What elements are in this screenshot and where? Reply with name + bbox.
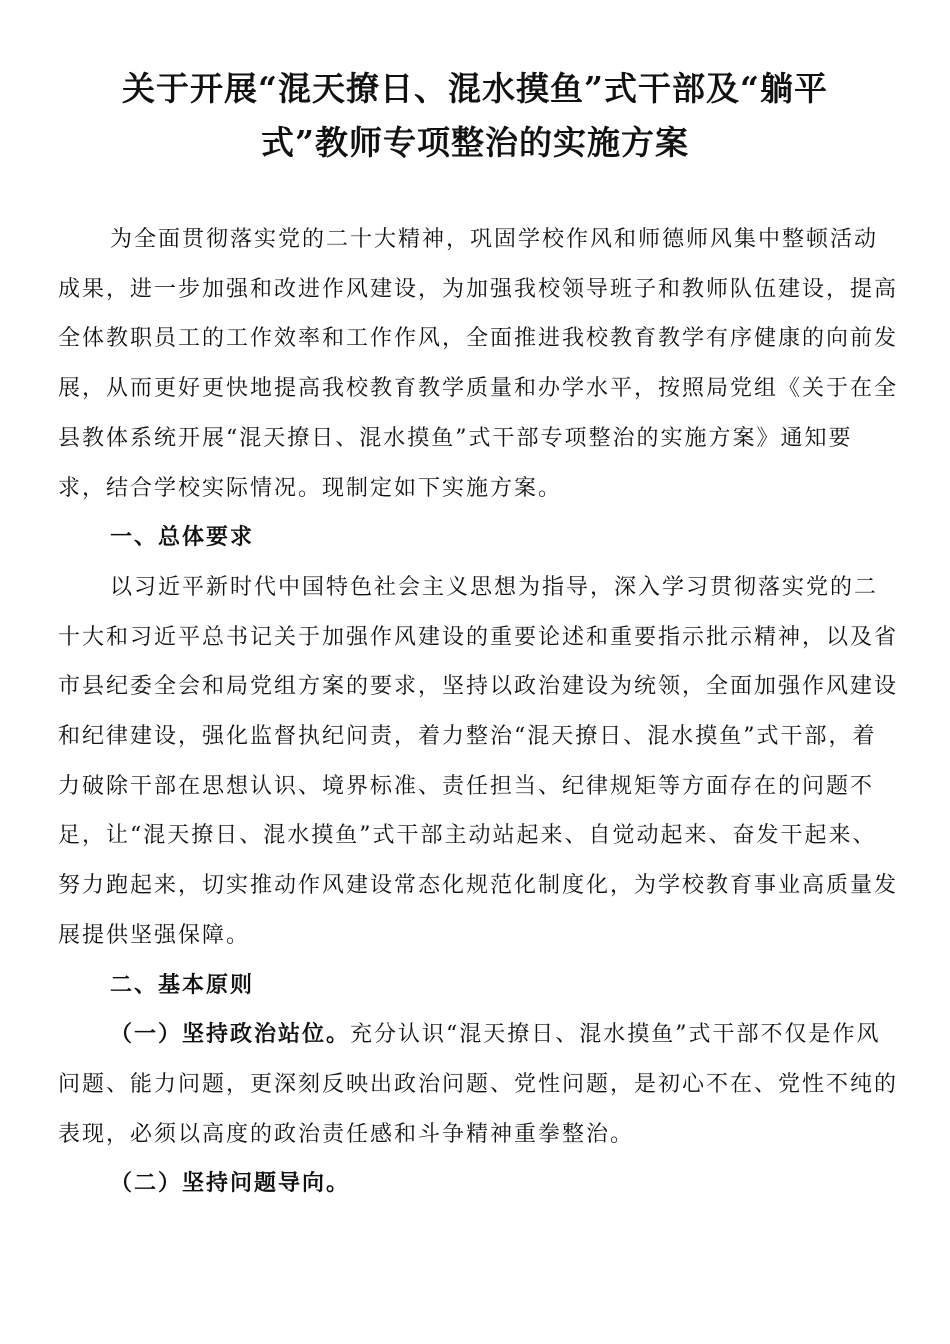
section-heading-general-requirements: 一、总体要求 (110, 525, 255, 551)
section-heading-basic-principles: 二、基本原则 (110, 972, 255, 998)
document-body (58, 215, 898, 1209)
title-line-2: 式”教师专项整治的实施方案 (261, 123, 689, 162)
principle-1-paragraph (58, 1010, 898, 1159)
intro-paragraph: 为全面贯彻落实党的二十大精神，巩固学校作风和师德师风集中整顿活动成果，进一步加强和改进作风建设，为加强我校领导班子和教师队伍建设，提高全体教职员工的工作效率和工作作风，全面推进我校教育教学有序健康的向前发展，从而更好更快地提高我校教育教学质量和办学水平，按照局党组《关于在全县教体系统开展“混天撩日、混水摸鱼”式干部专项整治的实施方案》通知要求，结合学校实际情况。现制定如下实施方案。 (58, 227, 899, 501)
principle-2-label: （二）坚持问题导向。 (110, 1170, 351, 1197)
general-requirements-paragraph: 以习近平新时代中国特色社会主义思想为指导，深入学习贯彻落实党的二十大和习近平总书记关于加强作风建设的重要论述和重要指示批示精神，以及省市县纪委全会和局党组方案的要求，坚持以政治建设为统领，全面加强作风建设和纪律建设，强化监督执纪问责，着力整治“混天撩日、混水摸鱼”式干部，着力破除干部在思想认识、境界标准、责任担当、纪律规矩等方面存在的问题不足，让“混天撩日、混水摸鱼”式干部主动站起来、自觉动起来、奋发干起来、努力跑起来，切实推动作风建设常态化规范化制度化，为学校教育事业高质量发展提供坚强保障。 (58, 574, 899, 948)
document-title (70, 62, 880, 170)
principle-1-text: 充分认识“混天撩日、混水摸鱼”式干部不仅是作风问题、能力问题，更深刻反映出政治问题、党性问题，是初心不在、党性不纯的表现，必须以高度的政治责任感和斗争精神重拳整治。 (58, 1022, 899, 1147)
title-line-1: 关于开展“混天撩日、混水摸鱼”式干部及“躺平 (122, 69, 828, 108)
principle-2-paragraph (58, 1159, 898, 1209)
principle-1-label: （一）坚持政治站位。 (110, 1021, 351, 1048)
